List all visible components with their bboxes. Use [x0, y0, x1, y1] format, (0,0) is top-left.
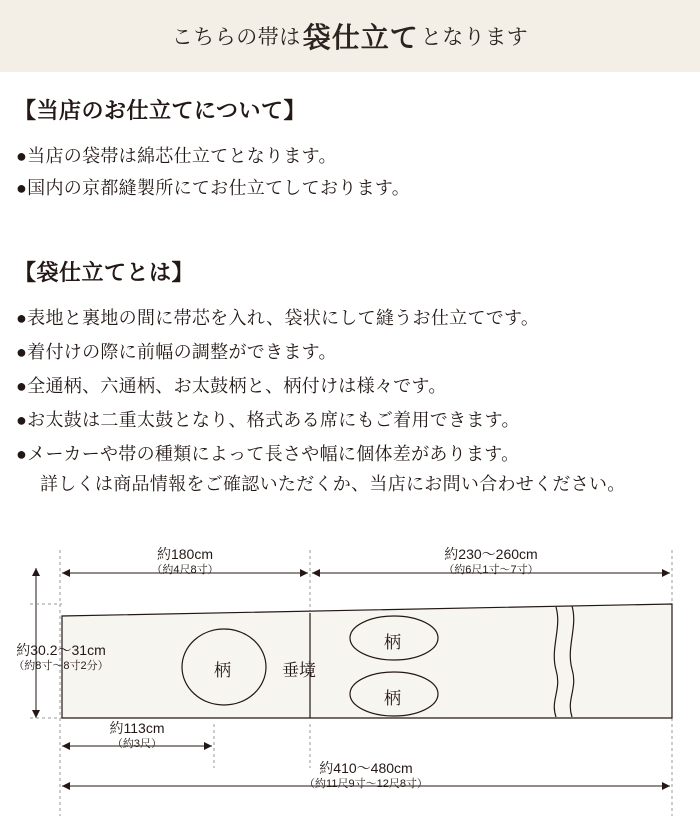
section-heading-fukuro-definition: 【袋仕立てとは】	[14, 260, 195, 285]
dim-left-height: 約30.2〜31cm （約8寸〜8寸2分）	[13, 642, 109, 672]
pattern-circle-label: 柄	[214, 661, 231, 680]
bullet-fukuro-1: ●表地と裏地の間に帯芯を入れ、袋状にして縫うお仕立てです。	[16, 308, 540, 328]
bullet-shop-tailoring-1: ●当店の袋帯は綿芯仕立てとなります。	[16, 146, 337, 166]
bullet-fukuro-5: ●メーカーや帯の種類によって長さや幅に個体差があります。	[16, 444, 520, 464]
pattern-oval-lower-label: 柄	[384, 689, 401, 708]
pattern-oval-upper-label: 柄	[384, 633, 401, 652]
page-title-prefix: こちらの帯は	[171, 26, 301, 49]
dim-bottom-total: 約410〜480cm （約11尺9寸〜12尺8寸）	[304, 760, 428, 790]
dim-bottom-left: 約113cm （約3尺）	[109, 720, 165, 750]
dim-top-left: 約180cm （約4尺8寸）	[151, 546, 219, 576]
bullet-fukuro-2: ●着付けの際に前幅の調整ができます。	[16, 342, 337, 362]
dim-top-right: 約230〜260cm （約6尺1寸〜7寸）	[443, 546, 539, 576]
bullet-shop-tailoring-2: ●国内の京都縫製所にてお仕立てしております。	[16, 178, 411, 198]
bullet-fukuro-3: ●全通柄、六通柄、お太鼓柄と、柄付けは様々です。	[16, 376, 447, 396]
page-title-emphasis: 袋仕立て	[302, 22, 419, 53]
obi-dimension-diagram	[0, 528, 700, 840]
page-title-suffix: となります	[420, 26, 529, 49]
section-heading-shop-tailoring: 【当店のお仕立てについて】	[14, 98, 307, 123]
tare-divider-label: 垂境	[282, 661, 316, 680]
bullet-fukuro-4: ●お太鼓は二重太鼓となり、格式ある席にもご着用できます。	[16, 410, 520, 430]
page-title	[0, 0, 700, 72]
bullet-fukuro-6: 詳しくは商品情報をご確認いただくか、当店にお問い合わせください。	[40, 474, 626, 494]
